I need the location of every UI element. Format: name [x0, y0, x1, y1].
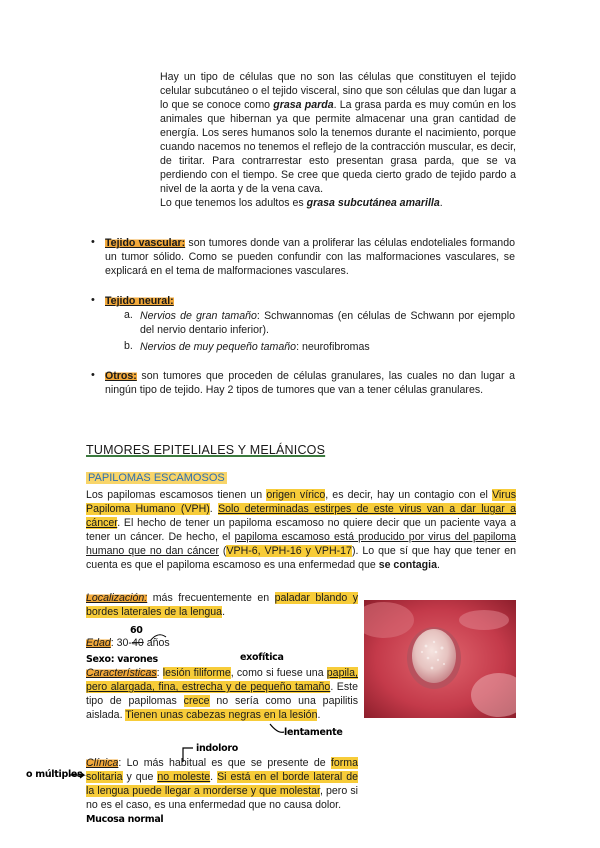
- text-italic: Nervios de gran tamaño: [140, 310, 257, 322]
- arrow-multiples: [70, 772, 84, 778]
- text: , como si fuese una: [230, 667, 327, 679]
- text: . El hecho de tener un papiloma escamoso no quiere decir que un paciente vaya a tener un cáncer. De hecho, el: [86, 517, 516, 543]
- edad-label: Edad: [86, 637, 111, 649]
- caracteristicas-label: Características: [86, 667, 157, 679]
- highlight-text: lesión filiforme: [162, 667, 231, 679]
- highlight-text: Virus Papiloma Humano (VPH): [86, 489, 517, 515]
- arrow-lentamente: [270, 724, 284, 732]
- text: : neurofibromas: [296, 341, 370, 353]
- handwritten-note-exofitica: exofítica: [240, 652, 284, 663]
- papilloma-photo: [364, 600, 516, 718]
- text: .: [209, 503, 219, 515]
- text: , es decir, hay un contagio con el: [325, 489, 493, 501]
- text: . Este tipo de papilomas: [86, 681, 358, 707]
- section-title: TUMORES EPITELIALES Y MELÁNICOS: [86, 443, 326, 457]
- highlight-text: forma solitaria: [86, 757, 358, 783]
- text: .: [222, 606, 226, 618]
- text: (: [218, 545, 227, 557]
- highlight-text: origen vírico: [266, 489, 326, 501]
- text: Los papilomas escamosos tienen un: [86, 489, 267, 501]
- text: .: [439, 197, 443, 209]
- text: y que: [122, 771, 158, 783]
- arrow-indoloro: [183, 748, 193, 762]
- highlight-underlined-text: Solo determinadas estirpes de este virus van a dar lugar a cáncer: [86, 503, 517, 529]
- text: : Lo más habitual es que se presente de: [118, 757, 331, 769]
- text: más frecuentemente en: [147, 592, 275, 604]
- text-italic: Nervios de muy pequeño tamaño: [140, 341, 297, 353]
- handwritten-note-multiples: o múltiples: [26, 769, 83, 780]
- handwritten-note-sixty: 60: [130, 625, 143, 636]
- text: Lo que tenemos los adultos es: [160, 197, 307, 209]
- text: años: [143, 637, 170, 649]
- otros-label: Otros:: [105, 370, 137, 382]
- handwritten-note-sexo: Sexo: varones: [86, 654, 158, 665]
- text: no sería como una papilitis aislada.: [86, 695, 359, 721]
- text: Hay un tipo de células que no son las células que constituyen el tejido celular subcutáneo o el tejido visceral, sino que son células que dan lugar a lo que se conoce como: [160, 71, 516, 111]
- text: .: [317, 709, 321, 721]
- text-bold-italic: grasa subcutánea amarilla: [306, 197, 440, 209]
- text: , pero si no es el caso, es una enfermedad que no causa dolor.: [86, 785, 358, 811]
- text: son tumores que proceden de células granulares, las cuales no dan lugar a ningún tipo de tejido. Hay 2 tipos de tumores que van a tener células granulares.: [105, 370, 515, 396]
- text: .: [437, 559, 440, 571]
- bullet-dot: •: [91, 369, 95, 381]
- highlight-text: VPH-6, VPH-16 y VPH-17: [226, 545, 352, 557]
- text: :: [156, 667, 163, 679]
- text: : Schwannomas (en células de Schwann por ejemplo del nervio dentario inferior).: [140, 310, 516, 336]
- text-bold-italic: grasa parda: [273, 99, 334, 111]
- handwritten-note-lentamente: lentamente: [284, 727, 343, 738]
- list-letter: a.: [124, 309, 133, 321]
- highlight-underlined-text: papila, pero alargada, fina, estrecha y de pequeño tamaño: [86, 667, 358, 693]
- bullet-dot: •: [91, 294, 95, 306]
- highlight-text: paladar blando y bordes laterales de la lengua: [86, 592, 359, 618]
- highlight-text: crece: [183, 695, 210, 707]
- localizacion-label: Localización:: [86, 592, 148, 604]
- bullet-dot: •: [91, 236, 95, 248]
- vascular-label: Tejido vascular:: [105, 237, 186, 249]
- papilloma-image: [364, 600, 516, 718]
- text: .: [210, 771, 218, 783]
- crossed-text: 40: [131, 637, 144, 649]
- list-letter: b.: [124, 340, 133, 352]
- highlight-text: Si está en el borde lateral de la lengua puede llegar a morderse y que molestar: [86, 771, 358, 797]
- neural-label: Tejido neural:: [105, 295, 174, 307]
- mark-sixty: [150, 635, 166, 641]
- text: son tumores donde van a proliferar las células endoteliales formando un tumor sólido. Como se pueden confundir con las malformaciones vasculares, se explicará en el tema de malformaciones vasculares.: [105, 237, 515, 277]
- bold-text: se contagia: [378, 559, 437, 571]
- clinica-label: Clínica: [86, 757, 119, 769]
- highlight-underlined-text: no moleste: [157, 771, 211, 783]
- subsection-title: PAPILOMAS ESCAMOSOS: [88, 472, 225, 484]
- text: : 30-: [110, 637, 132, 649]
- underlined-text: papiloma escamoso está producido por virus del papiloma humano que no dan cáncer: [86, 531, 517, 557]
- handwritten-note-indoloro: indoloro: [196, 743, 238, 754]
- handwritten-note-mucosa: Mucosa normal: [86, 814, 164, 825]
- text: ). Lo que sí que hay que tener en cuenta es que el papiloma escamoso es una enfermedad que: [86, 545, 516, 571]
- text: . La grasa parda es muy común en los animales que hibernan ya que permite almacenar una gran cantidad de energía. Los seres humanos solo la tenemos durante el nacimiento, porque cuando nacemos no tenemos el reflejo de la contracción muscular, es decir, de tiritar. Para contrarrestar esto presentan grasa parda, que se va perdiendo con el tiempo. Se cree que queda cierto grado de tejido pardo a nivel de la aorta y de la vena cava.: [160, 99, 516, 195]
- highlight-text: Tienen unas cabezas negras en la lesión: [125, 709, 318, 721]
